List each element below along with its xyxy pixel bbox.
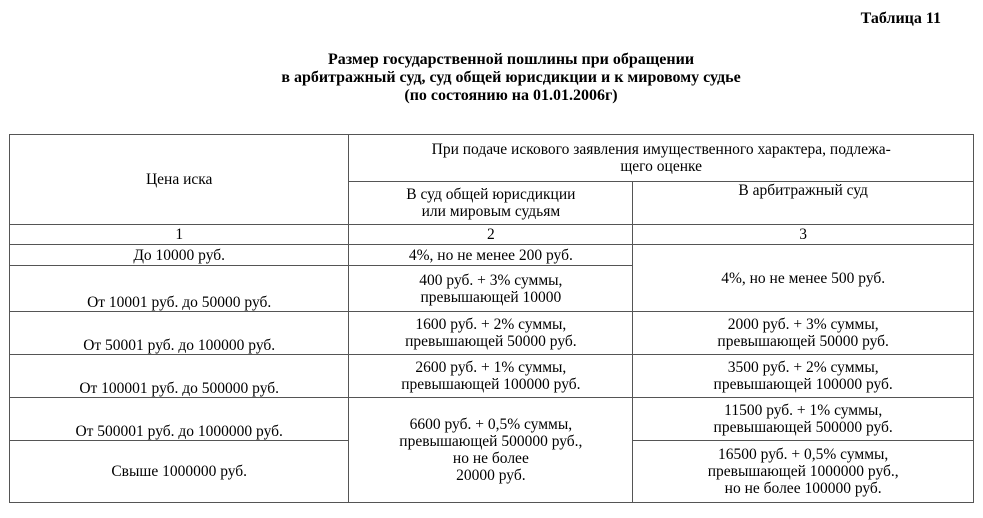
header-group-line: При подаче искового заявления имущественного характера, подлежа- — [431, 141, 891, 158]
fee-line: 20000 руб. — [456, 467, 526, 484]
fee-line: 2000 руб. + 3% суммы, — [727, 316, 879, 333]
arbitration-fee-cell — [633, 355, 974, 398]
price-cell: Свыше 1000000 руб. — [10, 441, 349, 503]
fee-line: превышающей 50000 руб. — [717, 333, 889, 350]
fee-line: превышающей 10000 — [420, 288, 562, 306]
fee-line: 3500 руб. + 2% суммы, — [727, 359, 879, 376]
price-cell: От 100001 руб. до 500000 руб. — [10, 355, 349, 398]
fee-line: превышающей 100000 руб. — [401, 376, 581, 393]
general-court-fee-cell — [349, 266, 633, 312]
header-group-cell — [349, 135, 974, 182]
document-title — [0, 51, 983, 105]
fee-line: 2600 руб. + 1% суммы, — [415, 359, 567, 376]
table-header-row — [10, 135, 974, 182]
fee-line: но не более — [452, 450, 529, 467]
general-court-fee-cell — [349, 355, 633, 398]
table-row — [10, 398, 974, 441]
price-cell: От 500001 руб. до 1000000 руб. — [10, 398, 349, 441]
header-general-line: В суд общей юрисдикции — [406, 186, 576, 203]
fee-line: но не более 100000 руб. — [724, 480, 882, 497]
arbitration-fee-cell: 4%, но не менее 500 руб. — [633, 245, 974, 312]
header-arbitration-cell — [633, 182, 974, 225]
fee-line: 11500 руб. + 1% суммы, — [724, 402, 883, 419]
fee-line: превышающей 500000 руб., — [399, 433, 583, 450]
state-fee-table — [9, 134, 974, 503]
general-court-fee-cell — [349, 312, 633, 355]
table-row — [10, 312, 974, 355]
table-row — [10, 355, 974, 398]
arbitration-fee-cell — [633, 441, 974, 503]
price-cell: От 50001 руб. до 100000 руб. — [10, 312, 349, 355]
fee-line: 1600 руб. + 2% суммы, — [415, 316, 567, 333]
column-number-row — [10, 225, 974, 245]
table-row — [10, 245, 974, 266]
header-price-label: Цена иска — [145, 171, 213, 188]
fee-line: превышающей 1000000 руб., — [707, 463, 899, 480]
fee-line: 6600 руб. + 0,5% суммы, — [409, 416, 573, 433]
header-general-line: или мировым судьям — [421, 203, 561, 220]
fee-line: 400 руб. + 3% суммы, — [419, 271, 563, 289]
header-price-cell — [10, 135, 349, 225]
arbitration-fee-cell — [633, 312, 974, 355]
header-general-court-cell — [349, 182, 633, 225]
fee-line: превышающей 100000 руб. — [713, 376, 893, 393]
general-court-fee-cell: 4%, но не менее 200 руб. — [349, 245, 633, 266]
arbitration-fee-cell — [633, 398, 974, 441]
title-line: (по состоянию на 01.01.2006г) — [404, 87, 618, 104]
price-cell: До 10000 руб. — [10, 245, 349, 266]
column-number: 1 — [10, 225, 349, 245]
title-line: Размер государственной пошлины при обращении — [327, 51, 695, 68]
fee-line: превышающей 50000 руб. — [405, 333, 577, 350]
header-arbitration-label: В арбитражный суд — [738, 182, 868, 199]
title-line: в арбитражный суд, суд общей юрисдикции и к мировому судье — [281, 69, 741, 86]
general-court-fee-cell — [349, 398, 633, 503]
table-number-label: Таблица 11 — [860, 10, 941, 27]
price-cell: От 10001 руб. до 50000 руб. — [10, 266, 349, 312]
fee-line: 16500 руб. + 0,5% суммы, — [718, 446, 889, 463]
header-group-line: щего оценке — [620, 158, 703, 175]
column-number: 3 — [633, 225, 974, 245]
column-number: 2 — [349, 225, 633, 245]
fee-line: превышающей 500000 руб. — [713, 419, 893, 436]
